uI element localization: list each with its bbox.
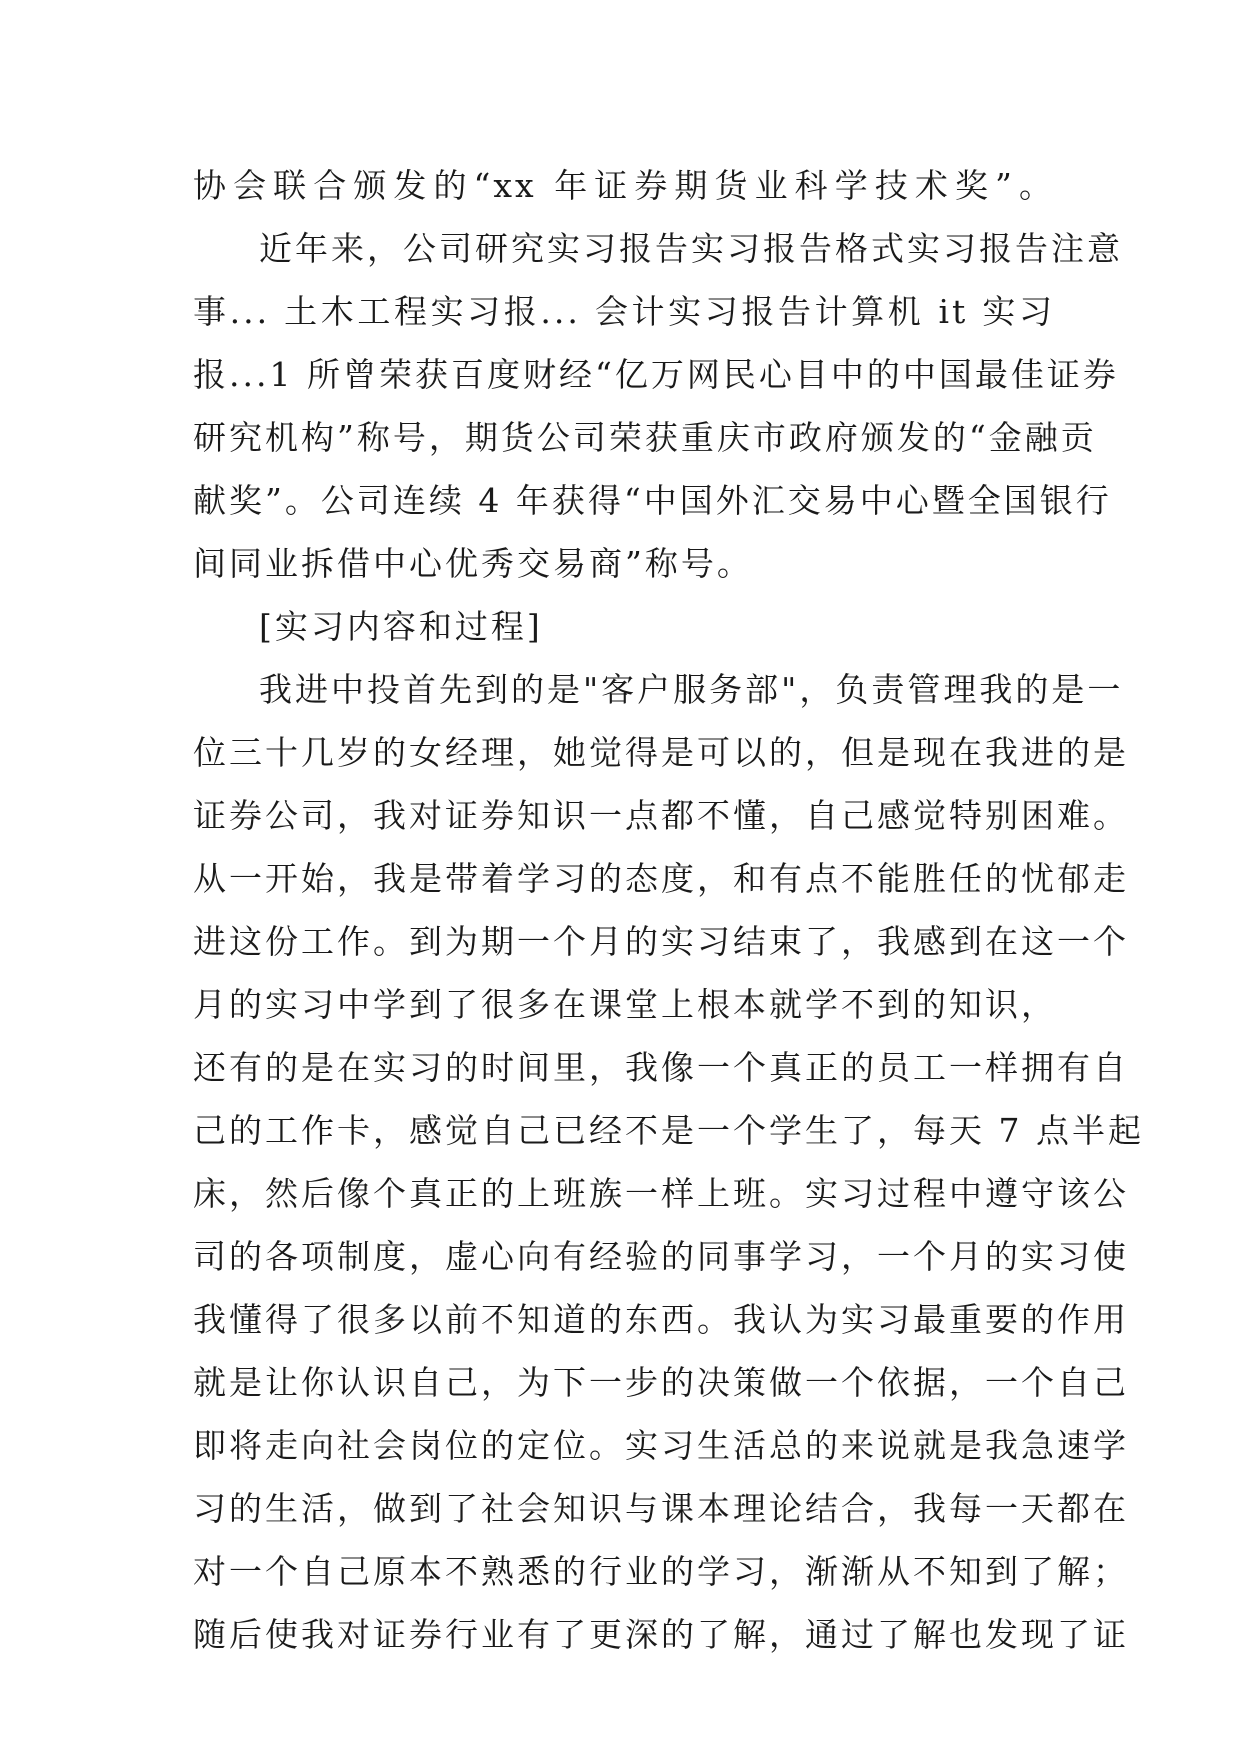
text-line: 事... 土木工程实习报... 会计实习报告计算机 it 实习 (193, 292, 1055, 331)
text-line: 进这份工作。到为期一个月的实习结束了，我感到在这一个 (193, 922, 1129, 961)
text-line: 对一个自己原本不熟悉的行业的学习，渐渐从不知到了解； (193, 1552, 1129, 1591)
text-line: 我懂得了很多以前不知道的东西。我认为实习最重要的作用 (193, 1300, 1129, 1339)
text-line: 就是让你认识自己，为下一步的决策做一个依据，一个自己 (193, 1363, 1129, 1402)
text-line: 报...1 所曾荣获百度财经“亿万网民心目中的中国最佳证券 (193, 355, 1119, 394)
text-line: 位三十几岁的女经理，她觉得是可以的，但是现在我进的是 (193, 733, 1129, 772)
text-line: 间同业拆借中心优秀交易商”称号。 (193, 544, 753, 583)
text-line: 献奖”。公司连续 4 年获得“中国外汇交易中心暨全国银行 (193, 481, 1112, 520)
text-line: 协会联合颁发的“xx 年证券期货业科学技术奖”。 (193, 166, 1055, 205)
text-line: 研究机构”称号，期货公司荣获重庆市政府颁发的“金融贡 (193, 418, 1097, 457)
text-line: 司的各项制度，虚心向有经验的同事学习，一个月的实习使 (193, 1237, 1129, 1276)
text-line: 从一开始，我是带着学习的态度，和有点不能胜任的忧郁走 (193, 859, 1129, 898)
text-line: 即将走向社会岗位的定位。实习生活总的来说就是我急速学 (193, 1426, 1129, 1465)
text-line: 习的生活，做到了社会知识与课本理论结合，我每一天都在 (193, 1489, 1129, 1528)
text-line: 证券公司，我对证券知识一点都不懂，自己感觉特别困难。 (193, 796, 1129, 835)
paragraph-first-line: 我进中投首先到的是"客户服务部"，负责管理我的是一 (259, 670, 1124, 709)
text-line: 月的实习中学到了很多在课堂上根本就学不到的知识， (193, 985, 1057, 1024)
paragraph-first-line: 近年来，公司研究实习报告实习报告格式实习报告注意 (259, 229, 1123, 268)
text-line: 随后使我对证券行业有了更深的了解，通过了解也发现了证 (193, 1615, 1129, 1654)
text-line: 还有的是在实习的时间里，我像一个真正的员工一样拥有自 (193, 1048, 1129, 1087)
text-line: 床，然后像个真正的上班族一样上班。实习过程中遵守该公 (193, 1174, 1129, 1213)
text-line: 己的工作卡，感觉自己已经不是一个学生了，每天 7 点半起 (193, 1111, 1144, 1150)
body-text (193, 154, 1144, 1666)
section-heading: [实习内容和过程] (259, 607, 543, 646)
